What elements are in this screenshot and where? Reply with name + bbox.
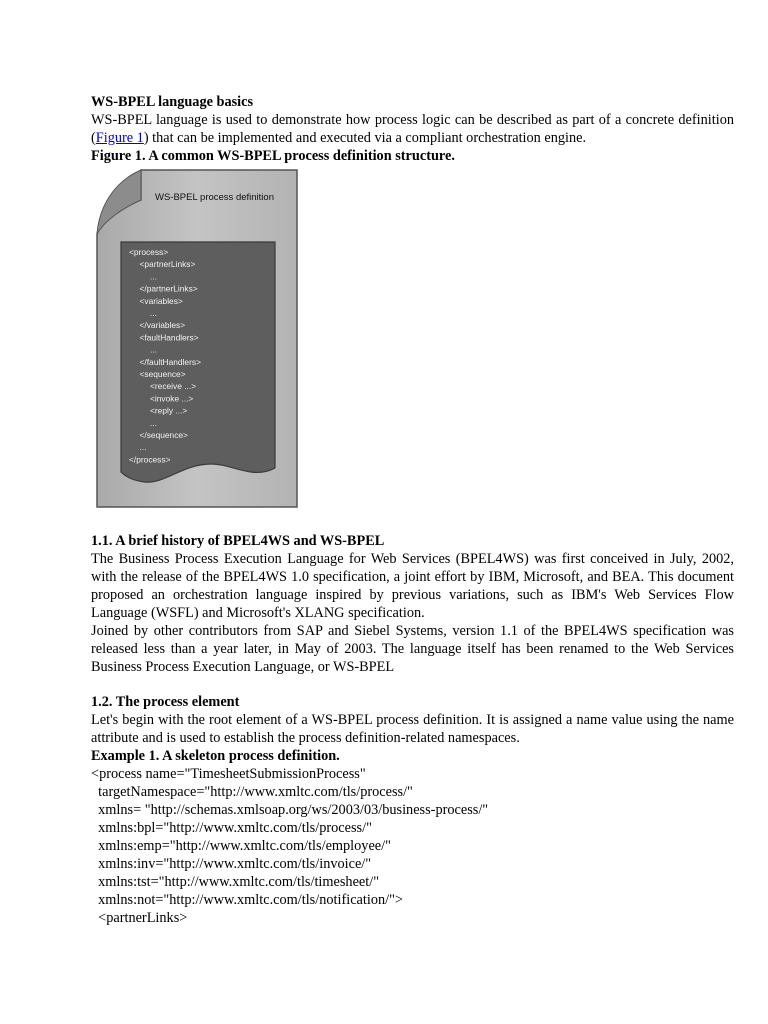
diagram-code-line: </sequence> [139, 430, 188, 440]
heading-history: 1.1. A brief history of BPEL4WS and WS-BPEL [91, 533, 385, 549]
diagram-code-line: ... [150, 344, 157, 355]
figure-1-diagram [93, 168, 303, 513]
diagram-code-line: <invoke ...> [150, 393, 194, 404]
figure-1-caption: Figure 1. A common WS-BPEL process definition structure. [91, 148, 455, 164]
code-line: xmlns= "http://schemas.xmlsoap.org/ws/2003/03/business-process/" [91, 802, 489, 818]
paragraph-history-2: Joined by other contributors from SAP and Siebel Systems, version 1.1 of the BPEL4WS specification was released less than a year later, in May of 2003. The language itself has been renamed to the Web Services Business Process Execution Language, or WS-BPEL [91, 623, 734, 675]
example-1-caption: Example 1. A skeleton process definition. [91, 748, 340, 764]
code-line: <partnerLinks> [91, 910, 188, 926]
code-line: xmlns:tst="http://www.xmltc.com/tls/timesheet/" [91, 874, 380, 890]
section-gap [91, 676, 734, 693]
diagram-code-line: ... [150, 417, 157, 428]
code-line: xmlns:not="http://www.xmltc.com/tls/notification/"> [91, 892, 403, 908]
heading-process-element: 1.2. The process element [91, 694, 240, 710]
diagram-code-line: <faultHandlers> [139, 332, 199, 343]
diagram-code-line: <partnerLinks> [139, 259, 196, 270]
document-page [91, 93, 734, 927]
code-line: <process name="TimesheetSubmissionProcess" [91, 766, 366, 782]
diagram-code-line: ... [139, 442, 147, 453]
paragraph-history-1: The Business Process Execution Language for Web Services (BPEL4WS) was first conceived in July, 2002, with the release of the BPEL4WS 1.0 specification, a joint effort by IBM, Microsoft, and BEA. This document proposed an orchestration language inspired by previous variations, such as IBM's Web Services Flow Language (WSFL) and Microsoft's XLANG specification. [91, 551, 734, 621]
diagram-code-line: <reply ...> [150, 405, 188, 416]
heading-language-basics: WS-BPEL language basics [91, 94, 254, 110]
diagram-code-line: <sequence> [139, 369, 186, 379]
code-example-block [91, 765, 734, 927]
diagram-title: WS-BPEL process definition [155, 192, 274, 203]
figure-1-link[interactable]: Figure 1 [95, 130, 144, 146]
paragraph-text-before-link: WS-BPEL language is used to demonstrate how process logic can be described as part of a concrete definition ( [91, 112, 734, 146]
diagram-code-line: </partnerLinks> [139, 283, 198, 294]
diagram-code-line: <variables> [139, 295, 183, 306]
diagram-code-line: <receive ...> [150, 381, 197, 392]
diagram-code-line: ... [150, 271, 157, 282]
diagram-code-line: </process> [129, 454, 171, 465]
paragraph-language-basics [91, 111, 734, 147]
paragraph-text-after-link: ) that can be implemented and executed via a compliant orchestration engine. [143, 130, 587, 146]
diagram-code-line: <process> [129, 247, 169, 257]
code-line: xmlns:inv="http://www.xmltc.com/tls/invoice/" [91, 856, 372, 872]
paragraph-process-element: Let's begin with the root element of a WS-BPEL process definition. It is assigned a name value using the name attribute and is used to establish the process definition-related namespaces. [91, 712, 734, 746]
code-line: targetNamespace="http://www.xmltc.com/tls/process/" [91, 784, 413, 800]
process-structure-diagram [93, 168, 303, 513]
diagram-code-line: </variables> [139, 320, 186, 331]
diagram-code-line: </faultHandlers> [139, 356, 201, 367]
diagram-code-line: ... [150, 308, 157, 318]
code-line: xmlns:bpl="http://www.xmltc.com/tls/process/" [91, 820, 372, 836]
code-line: xmlns:emp="http://www.xmltc.com/tls/employee/" [91, 838, 391, 854]
